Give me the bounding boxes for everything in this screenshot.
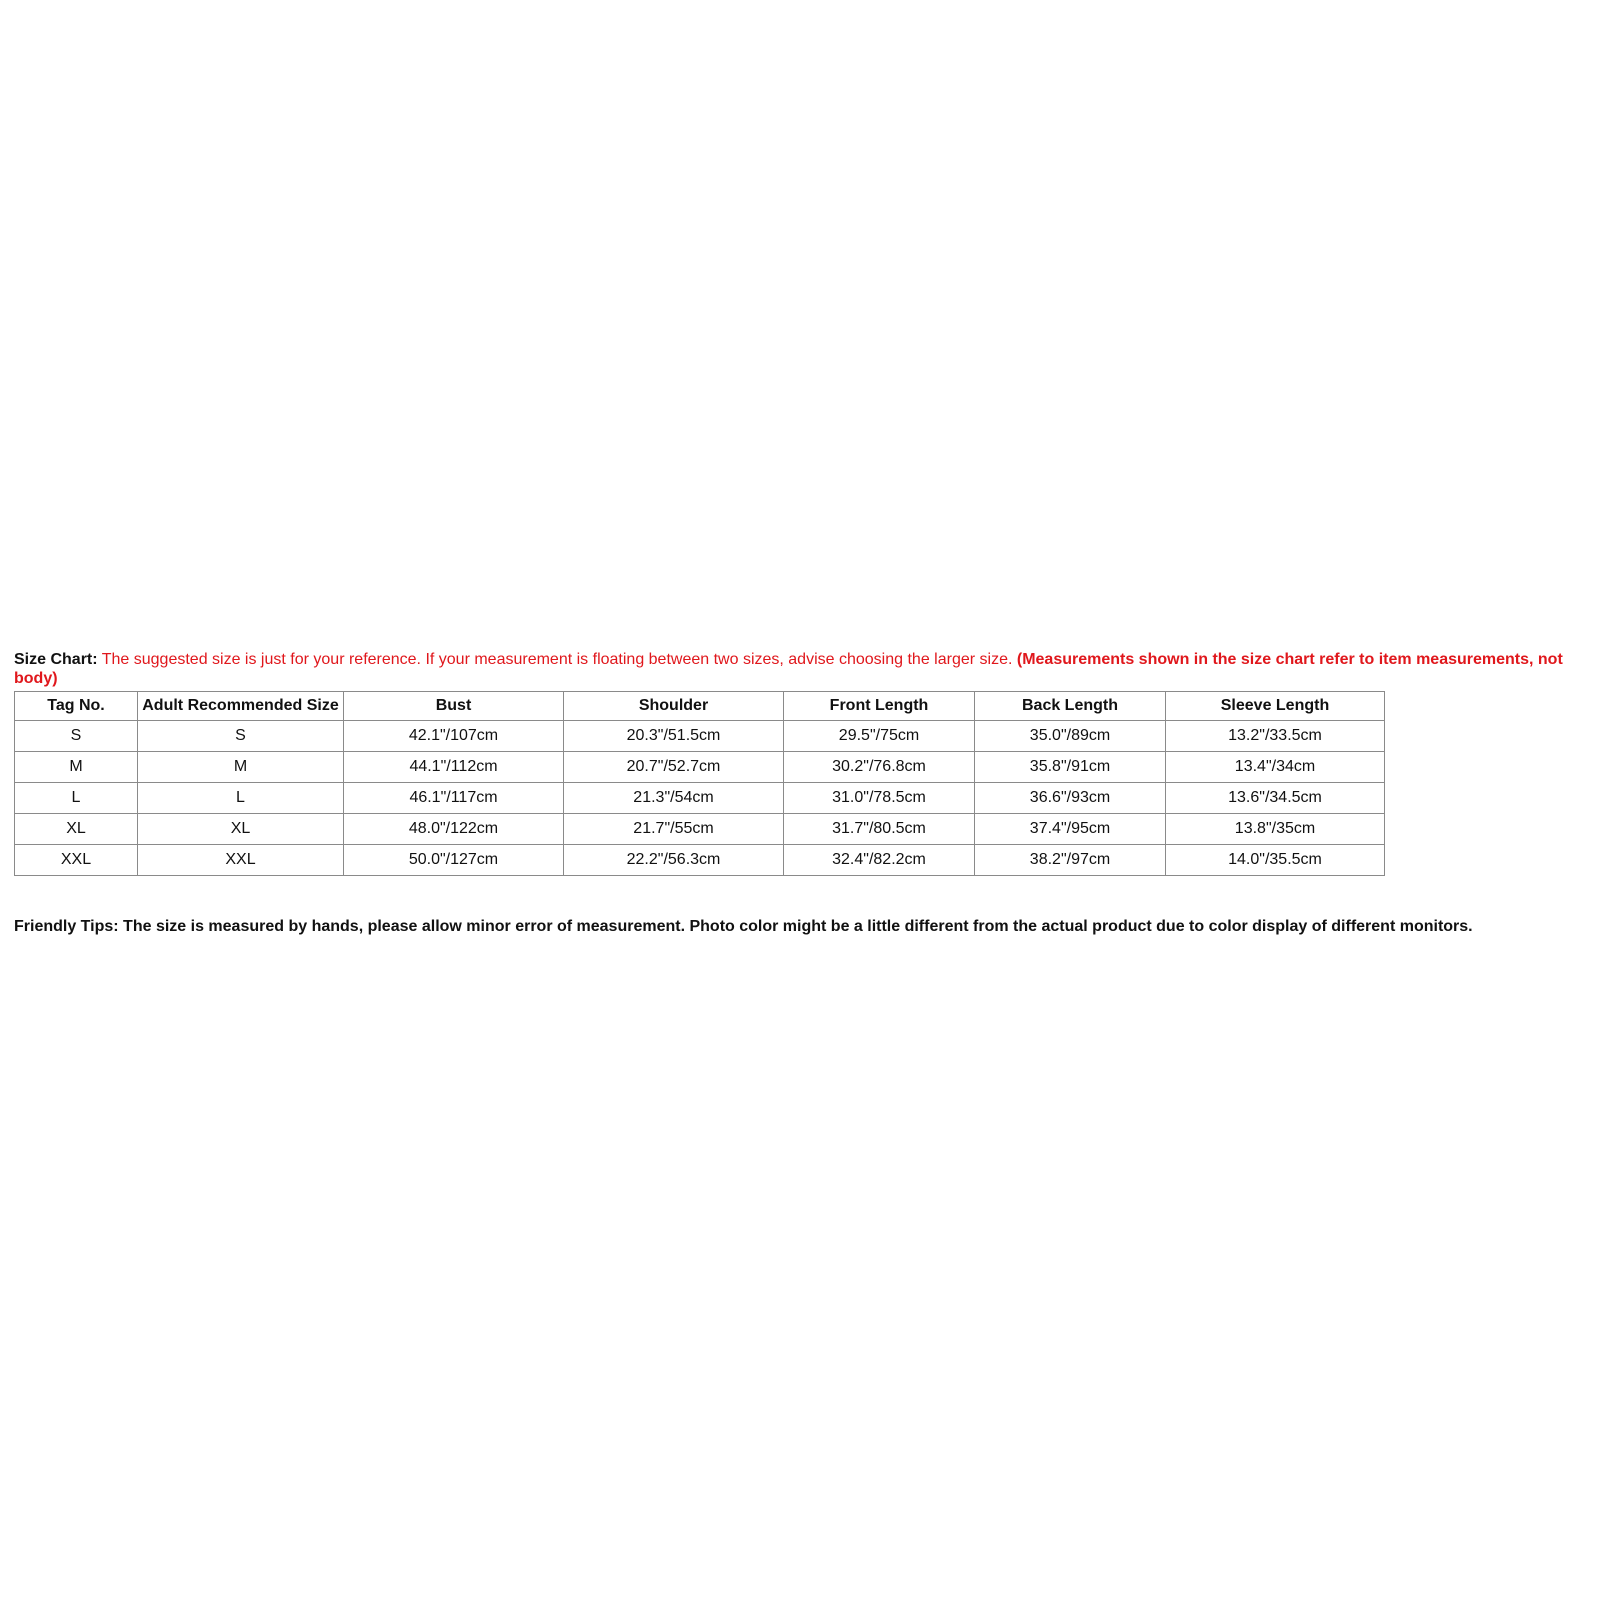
table-cell: S	[138, 721, 344, 752]
table-cell: 42.1"/107cm	[344, 721, 564, 752]
table-cell: 22.2"/56.3cm	[564, 845, 784, 876]
table-cell: 20.7"/52.7cm	[564, 752, 784, 783]
table-row	[15, 752, 1385, 783]
table-cell: M	[138, 752, 344, 783]
size-chart-block	[14, 650, 1594, 876]
table-cell: XL	[15, 814, 138, 845]
table-cell: 38.2"/97cm	[975, 845, 1166, 876]
header-adult-recommended-size: Adult Recommended Size	[138, 692, 344, 721]
table-cell: 48.0"/122cm	[344, 814, 564, 845]
table-cell: 13.4"/34cm	[1166, 752, 1385, 783]
header-back-length: Back Length	[975, 692, 1166, 721]
header-tag-no: Tag No.	[15, 692, 138, 721]
size-chart-intro	[14, 650, 1594, 688]
table-cell: XXL	[138, 845, 344, 876]
table-cell: 13.2"/33.5cm	[1166, 721, 1385, 752]
size-table	[14, 691, 1385, 876]
table-cell: L	[15, 783, 138, 814]
table-cell: S	[15, 721, 138, 752]
table-header-row	[15, 692, 1385, 721]
measurement-note: (Measurements shown in the size chart refer to item measurements, not body)	[14, 651, 1563, 687]
table-cell: 20.3"/51.5cm	[564, 721, 784, 752]
header-sleeve-length: Sleeve Length	[1166, 692, 1385, 721]
table-cell: 13.6"/34.5cm	[1166, 783, 1385, 814]
table-cell: 21.7"/55cm	[564, 814, 784, 845]
table-cell: 32.4"/82.2cm	[784, 845, 975, 876]
table-cell: M	[15, 752, 138, 783]
friendly-tips: Friendly Tips: The size is measured by hands, please allow minor error of measurement. Photo color might be a little different from the actual product due to color display of different monitors.	[14, 918, 1473, 935]
header-bust: Bust	[344, 692, 564, 721]
size-chart-label: Size Chart:	[14, 651, 98, 668]
table-cell: 29.5"/75cm	[784, 721, 975, 752]
header-front-length: Front Length	[784, 692, 975, 721]
table-cell: 31.0"/78.5cm	[784, 783, 975, 814]
size-reference-note: The suggested size is just for your reference. If your measurement is floating between two sizes, advise choosing the larger size.	[101, 651, 1013, 668]
table-cell: 35.8"/91cm	[975, 752, 1166, 783]
table-cell: XL	[138, 814, 344, 845]
header-shoulder: Shoulder	[564, 692, 784, 721]
table-row	[15, 783, 1385, 814]
table-cell: 31.7"/80.5cm	[784, 814, 975, 845]
table-cell: 21.3"/54cm	[564, 783, 784, 814]
table-cell: 37.4"/95cm	[975, 814, 1166, 845]
table-cell: 35.0"/89cm	[975, 721, 1166, 752]
table-cell: XXL	[15, 845, 138, 876]
table-cell: L	[138, 783, 344, 814]
table-row	[15, 721, 1385, 752]
table-cell: 30.2"/76.8cm	[784, 752, 975, 783]
table-cell: 46.1"/117cm	[344, 783, 564, 814]
table-cell: 13.8"/35cm	[1166, 814, 1385, 845]
table-cell: 50.0"/127cm	[344, 845, 564, 876]
table-cell: 44.1"/112cm	[344, 752, 564, 783]
table-row	[15, 845, 1385, 876]
table-cell: 36.6"/93cm	[975, 783, 1166, 814]
table-row	[15, 814, 1385, 845]
table-cell: 14.0"/35.5cm	[1166, 845, 1385, 876]
